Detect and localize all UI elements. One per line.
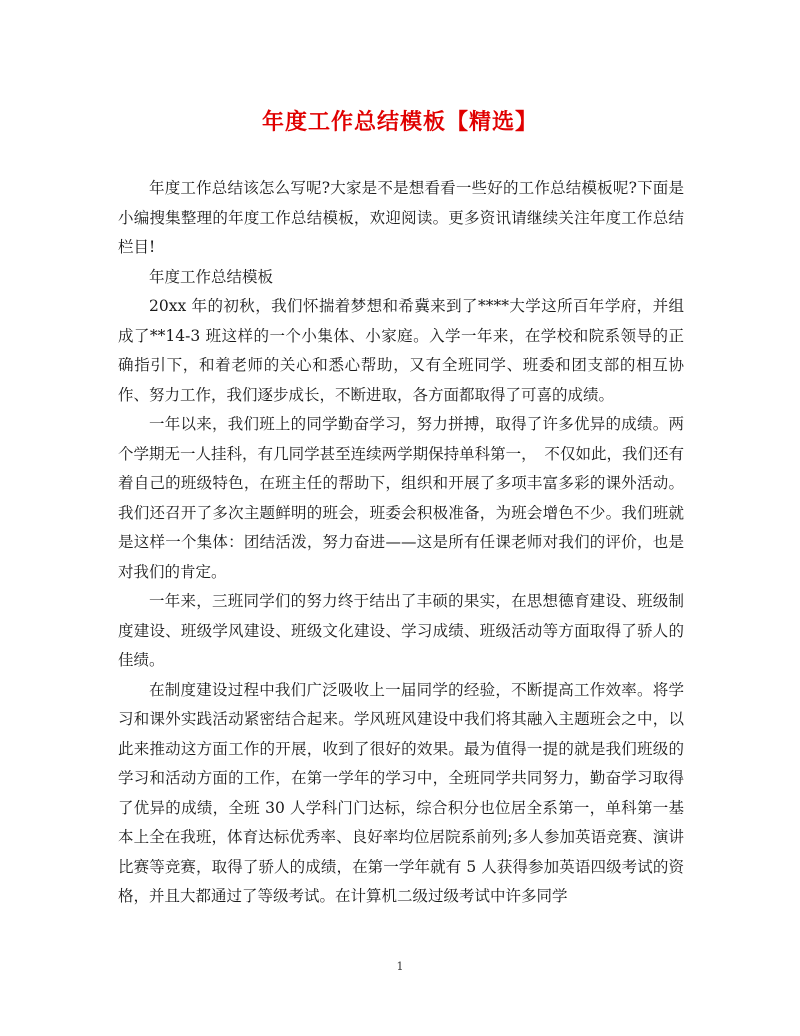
document-body	[118, 174, 684, 912]
page-number: 1	[396, 960, 404, 973]
body-paragraph: 一年来，三班同学们的努力终于结出了丰硕的果实，在思想德育建设、班级制度建设、班级学风建设、班级文化建设、学习成绩、班级活动等方面取得了骄人的佳绩。	[118, 592, 684, 669]
intro-paragraph: 年度工作总结该怎么写呢?大家是不是想看看一些好的工作总结模板呢?下面是小编搜集整理的年度工作总结模板，欢迎阅读。更多资讯请继续关注年度工作总结栏目!	[118, 179, 684, 256]
section-heading: 年度工作总结模板	[149, 267, 274, 286]
body-paragraph: 20xx 年的初秋，我们怀揣着梦想和希冀来到了****大学这所百年学府，并组成了**14-3 班这样的一个小集体、小家庭。入学一年来，在学校和院系领导的正确指引下，和着老师的关心和悉心帮助，又有全班同学、班委和团支部的相互协作、努力工作，我们逐步成长，不断进取，各方面都取得了可喜的成绩。	[118, 297, 684, 404]
body-paragraph: 在制度建设过程中我们广泛吸收上一届同学的经验，不断提高工作效率。将学习和课外实践活动紧密结合起来。学风班风建设中我们将其融入主题班会之中，以此来推动这方面工作的开展，收到了很好的效果。最为值得一提的就是我们班级的学习和活动方面的工作，在第一学年的学习中，全班同学共同努力，勤奋学习取得了优异的成绩，全班 30 人学科门门达标，综合积分也位居全系第一，单科第一基本上全在我班，体育达标优秀率、良好率均位居院系前列;多人参加英语竞赛、演讲比赛等竞赛，取得了骄人的成绩，在第一学年就有 5 人获得参加英语四级考试的资格，并且大都通过了等级考试。在计算机二级过级考试中许多同学	[118, 680, 684, 905]
document-title: 年度工作总结模板【精选】	[261, 109, 538, 135]
body-paragraph: 一年以来，我们班上的同学勤奋学习，努力拼搏，取得了许多优异的成绩。两个学期无一人挂科，有几同学甚至连续两学期保持单科第一， 不仅如此，我们还有着自己的班级特色，在班主任的帮助下，组织和开展了多项丰富多彩的课外活动。我们还召开了多次主题鲜明的班会，班委会积极准备，为班会增色不少。我们班就是这样一个集体：团结活泼，努力奋进——这是所有任课老师对我们的评价，也是对我们的肯定。	[118, 415, 684, 581]
